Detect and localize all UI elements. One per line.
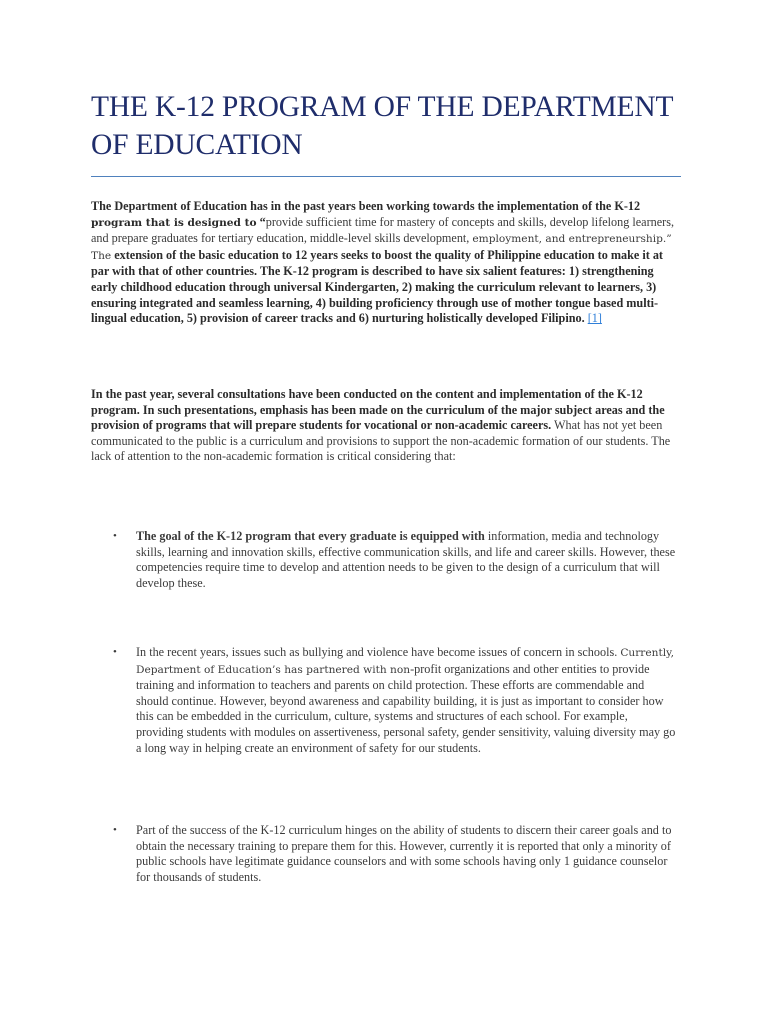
bullet-marker: •: [113, 646, 117, 658]
list-item-text: [136, 645, 676, 756]
consultation-normal-text: What has not yet been communicated to the public is a curriculum and provisions to support the non-academic formation of our students. The lack of attention to the non-academic formation is critical considering that:: [91, 418, 671, 464]
intro-quote-mono: employment, and entrepreneurship.” The: [91, 233, 672, 262]
list-item-bold: The goal of the K-12 program that every graduate is equipped with: [136, 529, 485, 543]
intro-quote-open: “: [256, 214, 266, 229]
intro-bold-rest: extension of the basic education to 12 years seeks to boost the quality of Philippine education to make it at par with that of other countries. The K-12 program is described to have six salient features: 1) strengthening early childhood education through universal Kindergarten, 2) making the curriculum relevant to learners, 3) ensuring integrated and seamless learning, 4) building proficiency through use of mother tongue based multi-lingual education, 5) provision of career tracks and 6) nurturing holistically developed Filipino.: [91, 247, 663, 326]
bullet-marker: •: [113, 824, 117, 836]
intro-quote-text: provide sufficient time for mastery of concepts and skills, develop lifelong learners, and prepare graduates for tertiary education, middle-level skills development,: [91, 214, 674, 246]
list-item: [113, 823, 674, 885]
intro-paragraph: [91, 199, 674, 327]
document-title: THE K-12 PROGRAM OF THE DEPARTMENT OF EDUCATION: [91, 91, 673, 161]
list-item-body: information, media and technology skills, learning and innovation skills, effective communication skills, and life and career skills. However, these competencies require time to develop and attention needs to be given to the design of a curriculum that will develop these.: [136, 529, 676, 590]
footnote-link[interactable]: [1]: [587, 311, 602, 326]
list-item-text: [136, 823, 676, 885]
intro-bold-text: The Department of Education has in the past years been working towards the implementation of the K-12: [91, 199, 641, 213]
list-item-text: [136, 529, 676, 591]
list-item-body-b: -profit organizations and other entities to provide training and information to teachers and parents on child protection. These efforts are commendable and should continue. However, beyond awareness and capability building, it is just as important to consider how this can be embedded in the curriculum, culture, systems and structures of each school. For example, providing students with modules on assertiveness, personal safety, gender sensitivity, valuing diversity may go a long way in helping create an environment of safety for our students.: [136, 661, 676, 755]
list-item-body: Part of the success of the K-12 curriculum hinges on the ability of students to discern their career goals and to obtain the necessary training to prepare them for this. However, currently it is reported that only a minority of public schools have legitimate guidance counselors and with some schools having only 1 guidance counselor for thousands of students.: [136, 823, 672, 884]
list-item: [113, 529, 674, 591]
consultation-bold-text: In the past year, several consultations have been conducted on the content and implementation of the K-12 program. In such presentations, emphasis has been made on the curriculum of the major subject areas and the provision of programs that will prepare students for vocational or non-academic careers.: [91, 387, 665, 433]
bullet-marker: •: [113, 530, 117, 542]
intro-mono-phrase: program that is designed to: [91, 216, 257, 229]
consultation-paragraph: [91, 387, 674, 465]
title-divider: [91, 176, 681, 177]
list-item-body-a: In the recent years, issues such as bullying and violence have become issues of concern in schools.: [136, 645, 621, 659]
list-item-mono: Currently, Department of Education’s has partnered with non: [136, 647, 675, 676]
list-item: [113, 645, 674, 756]
